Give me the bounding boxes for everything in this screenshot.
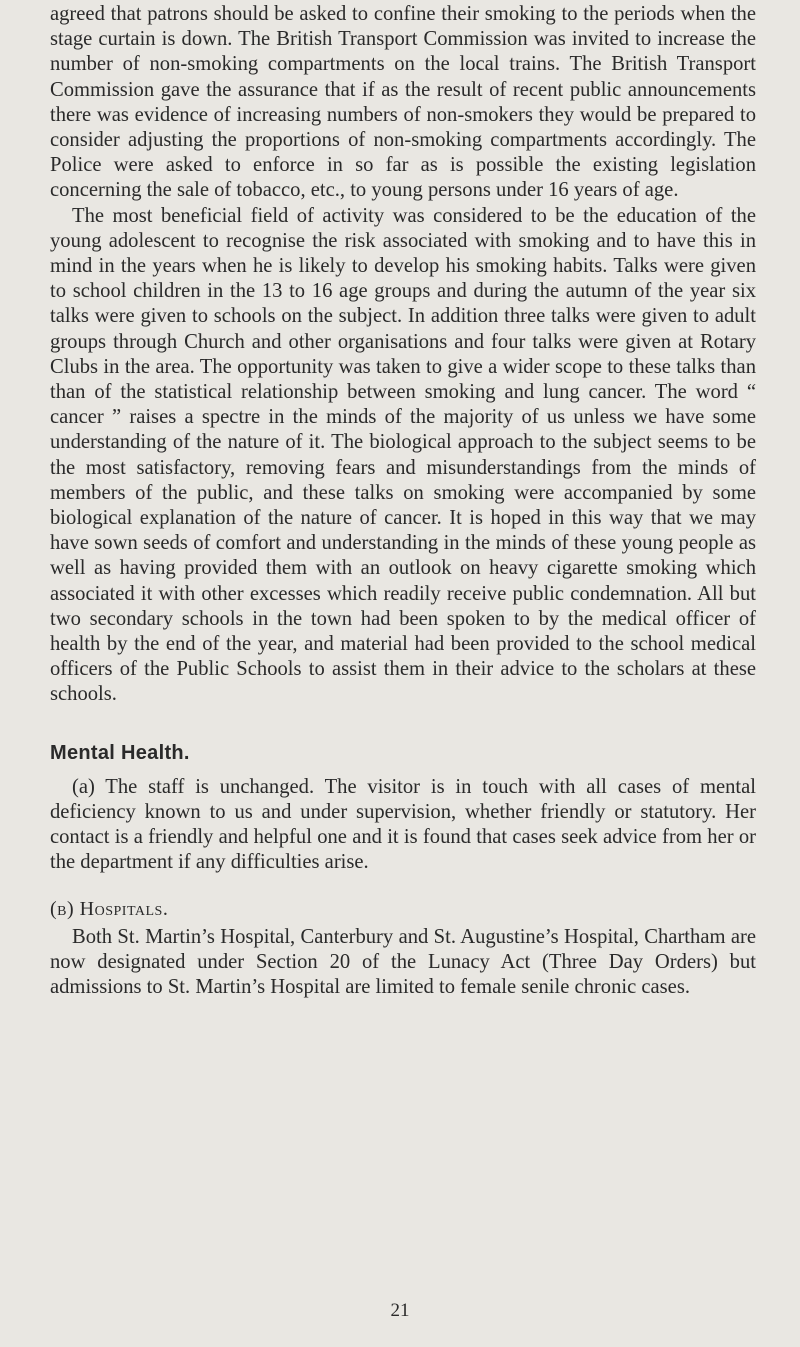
paragraph-smoking-continued: agreed that patrons should be asked to confine their smoking to the periods when the stage curtain is down. The British Transport Commission was invited to increase the number of non-smoking compartments on the local trains. The British Transport Commission gave the assurance that if as the result of recent public announcements there was evidence of increasing numbers of non-smokers they would be prepared to consider adjusting the proportions of non-smoking compartments accordingly. The Police were asked to enforce in so far as is possible the existing legislation concerning the sale of tobacco, etc., to young persons under 16 years of age. — [50, 3, 756, 202]
subheading-hospitals: (b) Hospitals. — [50, 897, 169, 920]
paragraph-a-staff: (a) The staff is unchanged. The visitor is in touch with all cases of mental deficiency known to us and under supervision, whether friendly or statutory. Her contact is a friendly and helpful one and it is found that cases seek advice from her or the department if any difficulties arise. — [50, 775, 756, 874]
paragraph-b-hospitals: Both St. Martin’s Hospital, Canterbury and St. Augustine’s Hospital, Chartham are now designated under Section 20 of the Lunacy Act (Three Day Orders) but admissions to St. Martin’s Hospital are limited to female senile chronic cases. — [50, 925, 756, 998]
paragraph-education: The most beneficial field of activity was considered to be the education of the young adolescent to recognise the risk associated with smoking and to have this in mind in the years when he is likely to develop his smoking habits. Talks were given to school children in the 13 to 16 age groups and during the autumn of the year six talks were given to schools on the subject. In addition three talks were given to adult groups through Church and other organisations and four talks were given at Rotary Clubs in the area. The opportunity was taken to give a wider scope to these talks than than of the statistical relationship between smoking and lung cancer. The word “ cancer ” raises a spectre in the minds of the majority of us unless we have some understanding of the nature of it. The biological approach to the subject seems to be the most satisfactory, removing fears and misunderstandings from the minds of members of the public, and these talks on smoking were accompanied by some biological explanation of the nature of cancer. It is hoped in this way that we may have sown seeds of comfort and understanding in the minds of these young people as well as having provided them with an outlook on heavy cigarette smoking which associated it with other excesses which readily receive public condemnation. All but two secondary schools in the town had been spoken to by the medical officer of health by the end of the year, and material had been provided to the school medical officers of the Public Schools to assist them in their advice to the scholars at these schools. — [50, 204, 756, 706]
page-number: 21 — [390, 1300, 410, 1321]
section-heading-mental-health: Mental Health. — [50, 741, 190, 764]
